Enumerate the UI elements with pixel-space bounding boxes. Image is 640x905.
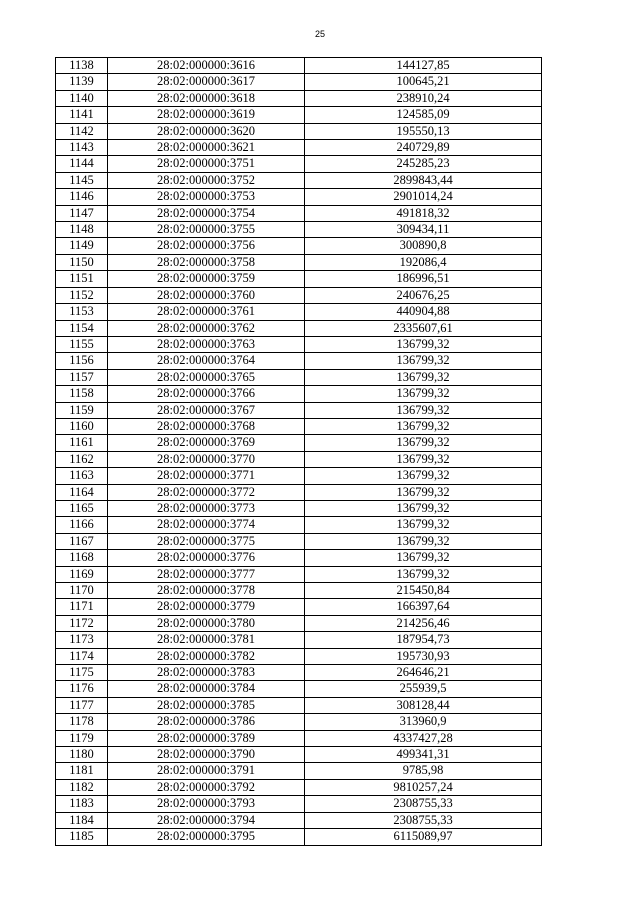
row-number-cell: 1176 (56, 681, 108, 697)
cadastral-number-cell: 28:02:000000:3762 (108, 320, 305, 336)
row-number-cell: 1165 (56, 500, 108, 516)
value-cell: 136799,32 (305, 386, 542, 402)
value-cell: 245285,23 (305, 156, 542, 172)
row-number-cell: 1163 (56, 468, 108, 484)
table-row (56, 468, 542, 484)
table-row (56, 730, 542, 746)
table-row (56, 172, 542, 188)
table-row (56, 205, 542, 221)
value-cell: 491818,32 (305, 205, 542, 221)
value-cell: 136799,32 (305, 517, 542, 533)
value-cell: 2901014,24 (305, 189, 542, 205)
cadastral-number-cell: 28:02:000000:3783 (108, 665, 305, 681)
value-cell: 214256,46 (305, 615, 542, 631)
value-cell: 9810257,24 (305, 779, 542, 795)
table-row (56, 107, 542, 123)
value-cell: 195730,93 (305, 648, 542, 664)
value-cell: 2335607,61 (305, 320, 542, 336)
table-row (56, 648, 542, 664)
table-row (56, 254, 542, 270)
row-number-cell: 1147 (56, 205, 108, 221)
value-cell: 255939,5 (305, 681, 542, 697)
value-cell: 4337427,28 (305, 730, 542, 746)
cadastral-number-cell: 28:02:000000:3756 (108, 238, 305, 254)
table-row (56, 500, 542, 516)
table-body (56, 58, 542, 846)
value-cell: 300890,8 (305, 238, 542, 254)
table-row (56, 779, 542, 795)
table-row (56, 829, 542, 845)
cadastral-number-cell: 28:02:000000:3795 (108, 829, 305, 845)
table-row (56, 615, 542, 631)
table-row (56, 304, 542, 320)
cadastral-number-cell: 28:02:000000:3786 (108, 714, 305, 730)
cadastral-number-cell: 28:02:000000:3752 (108, 172, 305, 188)
cadastral-number-cell: 28:02:000000:3781 (108, 632, 305, 648)
value-cell: 136799,32 (305, 402, 542, 418)
cadastral-number-cell: 28:02:000000:3791 (108, 763, 305, 779)
value-cell: 192086,4 (305, 254, 542, 270)
row-number-cell: 1154 (56, 320, 108, 336)
value-cell: 136799,32 (305, 484, 542, 500)
table-row (56, 271, 542, 287)
cadastral-number-cell: 28:02:000000:3784 (108, 681, 305, 697)
row-number-cell: 1143 (56, 140, 108, 156)
cadastral-number-cell: 28:02:000000:3774 (108, 517, 305, 533)
table-row (56, 140, 542, 156)
cadastral-number-cell: 28:02:000000:3770 (108, 451, 305, 467)
row-number-cell: 1182 (56, 779, 108, 795)
row-number-cell: 1159 (56, 402, 108, 418)
table-row (56, 369, 542, 385)
table-row (56, 533, 542, 549)
row-number-cell: 1168 (56, 550, 108, 566)
cadastral-number-cell: 28:02:000000:3768 (108, 418, 305, 434)
page-number: 25 (314, 29, 325, 39)
row-number-cell: 1183 (56, 796, 108, 812)
value-cell: 264646,21 (305, 665, 542, 681)
table-row (56, 222, 542, 238)
cadastral-number-cell: 28:02:000000:3761 (108, 304, 305, 320)
row-number-cell: 1151 (56, 271, 108, 287)
row-number-cell: 1156 (56, 353, 108, 369)
value-cell: 136799,32 (305, 566, 542, 582)
cadastral-number-cell: 28:02:000000:3780 (108, 615, 305, 631)
row-number-cell: 1161 (56, 435, 108, 451)
row-number-cell: 1155 (56, 336, 108, 352)
row-number-cell: 1150 (56, 254, 108, 270)
cadastral-number-cell: 28:02:000000:3763 (108, 336, 305, 352)
cadastral-number-cell: 28:02:000000:3793 (108, 796, 305, 812)
cadastral-number-cell: 28:02:000000:3617 (108, 74, 305, 90)
table-row (56, 90, 542, 106)
table-row (56, 353, 542, 369)
value-cell: 238910,24 (305, 90, 542, 106)
cadastral-number-cell: 28:02:000000:3765 (108, 369, 305, 385)
cadastral-number-cell: 28:02:000000:3772 (108, 484, 305, 500)
value-cell: 136799,32 (305, 451, 542, 467)
value-cell: 166397,64 (305, 599, 542, 615)
table-row (56, 435, 542, 451)
table-row (56, 714, 542, 730)
value-cell: 124585,09 (305, 107, 542, 123)
cadastral-number-cell: 28:02:000000:3751 (108, 156, 305, 172)
row-number-cell: 1174 (56, 648, 108, 664)
row-number-cell: 1160 (56, 418, 108, 434)
row-number-cell: 1178 (56, 714, 108, 730)
value-cell: 136799,32 (305, 418, 542, 434)
row-number-cell: 1172 (56, 615, 108, 631)
value-cell: 215450,84 (305, 583, 542, 599)
table-row (56, 697, 542, 713)
table-row (56, 763, 542, 779)
cadastral-number-cell: 28:02:000000:3792 (108, 779, 305, 795)
table-row (56, 418, 542, 434)
cadastral-number-cell: 28:02:000000:3619 (108, 107, 305, 123)
row-number-cell: 1141 (56, 107, 108, 123)
value-cell: 186996,51 (305, 271, 542, 287)
table-row (56, 681, 542, 697)
value-cell: 313960,9 (305, 714, 542, 730)
data-table (55, 57, 542, 846)
cadastral-number-cell: 28:02:000000:3794 (108, 812, 305, 828)
table-row (56, 796, 542, 812)
table-row (56, 189, 542, 205)
row-number-cell: 1169 (56, 566, 108, 582)
cadastral-number-cell: 28:02:000000:3760 (108, 287, 305, 303)
cadastral-number-cell: 28:02:000000:3779 (108, 599, 305, 615)
row-number-cell: 1162 (56, 451, 108, 467)
cadastral-number-cell: 28:02:000000:3775 (108, 533, 305, 549)
row-number-cell: 1184 (56, 812, 108, 828)
row-number-cell: 1173 (56, 632, 108, 648)
table-row (56, 386, 542, 402)
value-cell: 136799,32 (305, 533, 542, 549)
table-row (56, 665, 542, 681)
table-row (56, 451, 542, 467)
row-number-cell: 1157 (56, 369, 108, 385)
cadastral-number-cell: 28:02:000000:3778 (108, 583, 305, 599)
row-number-cell: 1139 (56, 74, 108, 90)
row-number-cell: 1166 (56, 517, 108, 533)
cadastral-number-cell: 28:02:000000:3759 (108, 271, 305, 287)
value-cell: 136799,32 (305, 353, 542, 369)
table-row (56, 599, 542, 615)
cadastral-number-cell: 28:02:000000:3777 (108, 566, 305, 582)
cadastral-number-cell: 28:02:000000:3620 (108, 123, 305, 139)
row-number-cell: 1175 (56, 665, 108, 681)
table-row (56, 632, 542, 648)
row-number-cell: 1164 (56, 484, 108, 500)
cadastral-number-cell: 28:02:000000:3755 (108, 222, 305, 238)
table-row (56, 550, 542, 566)
cadastral-number-cell: 28:02:000000:3764 (108, 353, 305, 369)
table-row (56, 583, 542, 599)
row-number-cell: 1177 (56, 697, 108, 713)
table-row (56, 123, 542, 139)
cadastral-number-cell: 28:02:000000:3790 (108, 747, 305, 763)
value-cell: 136799,32 (305, 336, 542, 352)
cadastral-number-cell: 28:02:000000:3782 (108, 648, 305, 664)
table-row (56, 74, 542, 90)
row-number-cell: 1179 (56, 730, 108, 746)
value-cell: 136799,32 (305, 369, 542, 385)
value-cell: 6115089,97 (305, 829, 542, 845)
table-row (56, 58, 542, 74)
row-number-cell: 1142 (56, 123, 108, 139)
table-row (56, 156, 542, 172)
value-cell: 9785,98 (305, 763, 542, 779)
table-row (56, 238, 542, 254)
value-cell: 195550,13 (305, 123, 542, 139)
value-cell: 136799,32 (305, 550, 542, 566)
cadastral-number-cell: 28:02:000000:3753 (108, 189, 305, 205)
row-number-cell: 1158 (56, 386, 108, 402)
table-row (56, 812, 542, 828)
cadastral-number-cell: 28:02:000000:3769 (108, 435, 305, 451)
cadastral-number-cell: 28:02:000000:3758 (108, 254, 305, 270)
table-row (56, 517, 542, 533)
cadastral-number-cell: 28:02:000000:3767 (108, 402, 305, 418)
cadastral-number-cell: 28:02:000000:3789 (108, 730, 305, 746)
cadastral-number-cell: 28:02:000000:3773 (108, 500, 305, 516)
row-number-cell: 1152 (56, 287, 108, 303)
table-row (56, 402, 542, 418)
cadastral-number-cell: 28:02:000000:3785 (108, 697, 305, 713)
row-number-cell: 1171 (56, 599, 108, 615)
row-number-cell: 1148 (56, 222, 108, 238)
row-number-cell: 1180 (56, 747, 108, 763)
row-number-cell: 1140 (56, 90, 108, 106)
row-number-cell: 1145 (56, 172, 108, 188)
row-number-cell: 1144 (56, 156, 108, 172)
value-cell: 309434,11 (305, 222, 542, 238)
table-row (56, 287, 542, 303)
value-cell: 499341,31 (305, 747, 542, 763)
value-cell: 2308755,33 (305, 812, 542, 828)
cadastral-number-cell: 28:02:000000:3618 (108, 90, 305, 106)
row-number-cell: 1149 (56, 238, 108, 254)
row-number-cell: 1181 (56, 763, 108, 779)
value-cell: 136799,32 (305, 500, 542, 516)
cadastral-number-cell: 28:02:000000:3771 (108, 468, 305, 484)
table-row (56, 336, 542, 352)
table-row (56, 566, 542, 582)
cadastral-number-cell: 28:02:000000:3766 (108, 386, 305, 402)
value-cell: 240729,89 (305, 140, 542, 156)
value-cell: 440904,88 (305, 304, 542, 320)
row-number-cell: 1185 (56, 829, 108, 845)
value-cell: 308128,44 (305, 697, 542, 713)
cadastral-number-cell: 28:02:000000:3776 (108, 550, 305, 566)
table-row (56, 320, 542, 336)
value-cell: 187954,73 (305, 632, 542, 648)
cadastral-number-cell: 28:02:000000:3621 (108, 140, 305, 156)
cadastral-number-cell: 28:02:000000:3616 (108, 58, 305, 74)
table-row (56, 747, 542, 763)
row-number-cell: 1170 (56, 583, 108, 599)
value-cell: 144127,85 (305, 58, 542, 74)
value-cell: 2899843,44 (305, 172, 542, 188)
value-cell: 100645,21 (305, 74, 542, 90)
value-cell: 136799,32 (305, 435, 542, 451)
value-cell: 2308755,33 (305, 796, 542, 812)
table-row (56, 484, 542, 500)
row-number-cell: 1167 (56, 533, 108, 549)
row-number-cell: 1153 (56, 304, 108, 320)
cadastral-number-cell: 28:02:000000:3754 (108, 205, 305, 221)
value-cell: 240676,25 (305, 287, 542, 303)
row-number-cell: 1146 (56, 189, 108, 205)
value-cell: 136799,32 (305, 468, 542, 484)
row-number-cell: 1138 (56, 58, 108, 74)
